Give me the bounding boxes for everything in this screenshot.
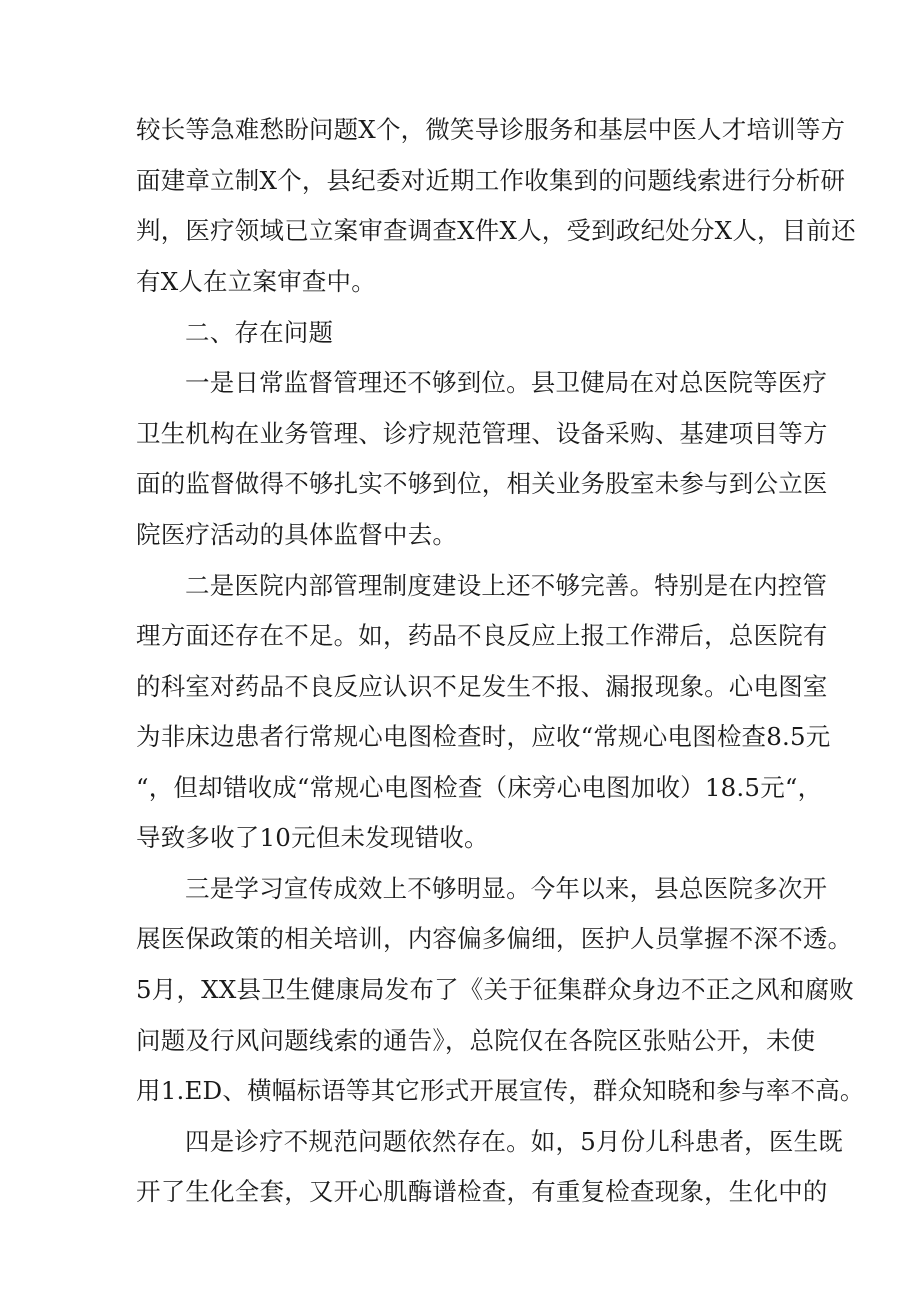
paragraph-line: 导致多收了10元但未发现错收。 bbox=[136, 823, 489, 852]
paragraph-line: 有X人在立案审查中。 bbox=[136, 267, 376, 296]
paragraph-line: 的科室对药品不良反应认识不足发生不报、漏报现象。心电图室 bbox=[136, 672, 828, 701]
paragraph-line: 院医疗活动的具体监督中去。 bbox=[136, 520, 458, 549]
paragraph-line: 一是日常监督管理还不够到位。县卫健局在对总医院等医疗 bbox=[185, 368, 828, 397]
paragraph-line: 5月，XX县卫生健康局发布了《关于征集群众身边不正之风和腐败 bbox=[136, 975, 854, 1004]
paragraph-line: 面的监督做得不够扎实不够到位，相关业务股室未参与到公立医 bbox=[136, 469, 828, 498]
paragraph-line: 为非床边患者行常规心电图检查时，应收“常规心电图检查8.5元 bbox=[136, 722, 831, 751]
paragraph-line: 二是医院内部管理制度建设上还不够完善。特别是在内控管 bbox=[185, 571, 828, 600]
paragraph-line: 理方面还存在不足。如，药品不良反应上报工作滞后，总医院有 bbox=[136, 621, 828, 650]
paragraph-line: 四是诊疗不规范问题依然存在。如，5月份儿科患者，医生既 bbox=[185, 1127, 843, 1156]
paragraph-line: 面建章立制X个，县纪委对近期工作收集到的问题线索进行分析研 bbox=[136, 166, 846, 195]
paragraph-line: 卫生机构在业务管理、诊疗规范管理、设备采购、基建项目等方 bbox=[136, 419, 828, 448]
paragraph-line: 三是学习宣传成效上不够明显。今年以来，县总医院多次开 bbox=[185, 874, 828, 903]
section-heading: 二、存在问题 bbox=[185, 318, 334, 347]
paragraph-line: 开了生化全套，又开心肌酶谱检查，有重复检查现象，生化中的 bbox=[136, 1177, 828, 1206]
paragraph-line: 较长等急难愁盼问题X个，微笑导诊服务和基层中医人才培训等方 bbox=[136, 115, 846, 144]
paragraph-line: 用1.ED、横幅标语等其它形式开展宣传，群众知晓和参与率不高。 bbox=[136, 1076, 865, 1105]
paragraph-line: 展医保政策的相关培训，内容偏多偏细，医护人员掌握不深不透。 bbox=[136, 924, 853, 953]
paragraph-line: “，但却错收成“常规心电图检查（床旁心电图加收）18.5元“， bbox=[136, 773, 823, 802]
paragraph-line: 判，医疗领域已立案审查调查X件X人，受到政纪处分X人，目前还 bbox=[136, 216, 856, 245]
paragraph-line: 问题及行风问题线索的通告》，总院仅在各院区张贴公开，未使 bbox=[136, 1026, 816, 1055]
